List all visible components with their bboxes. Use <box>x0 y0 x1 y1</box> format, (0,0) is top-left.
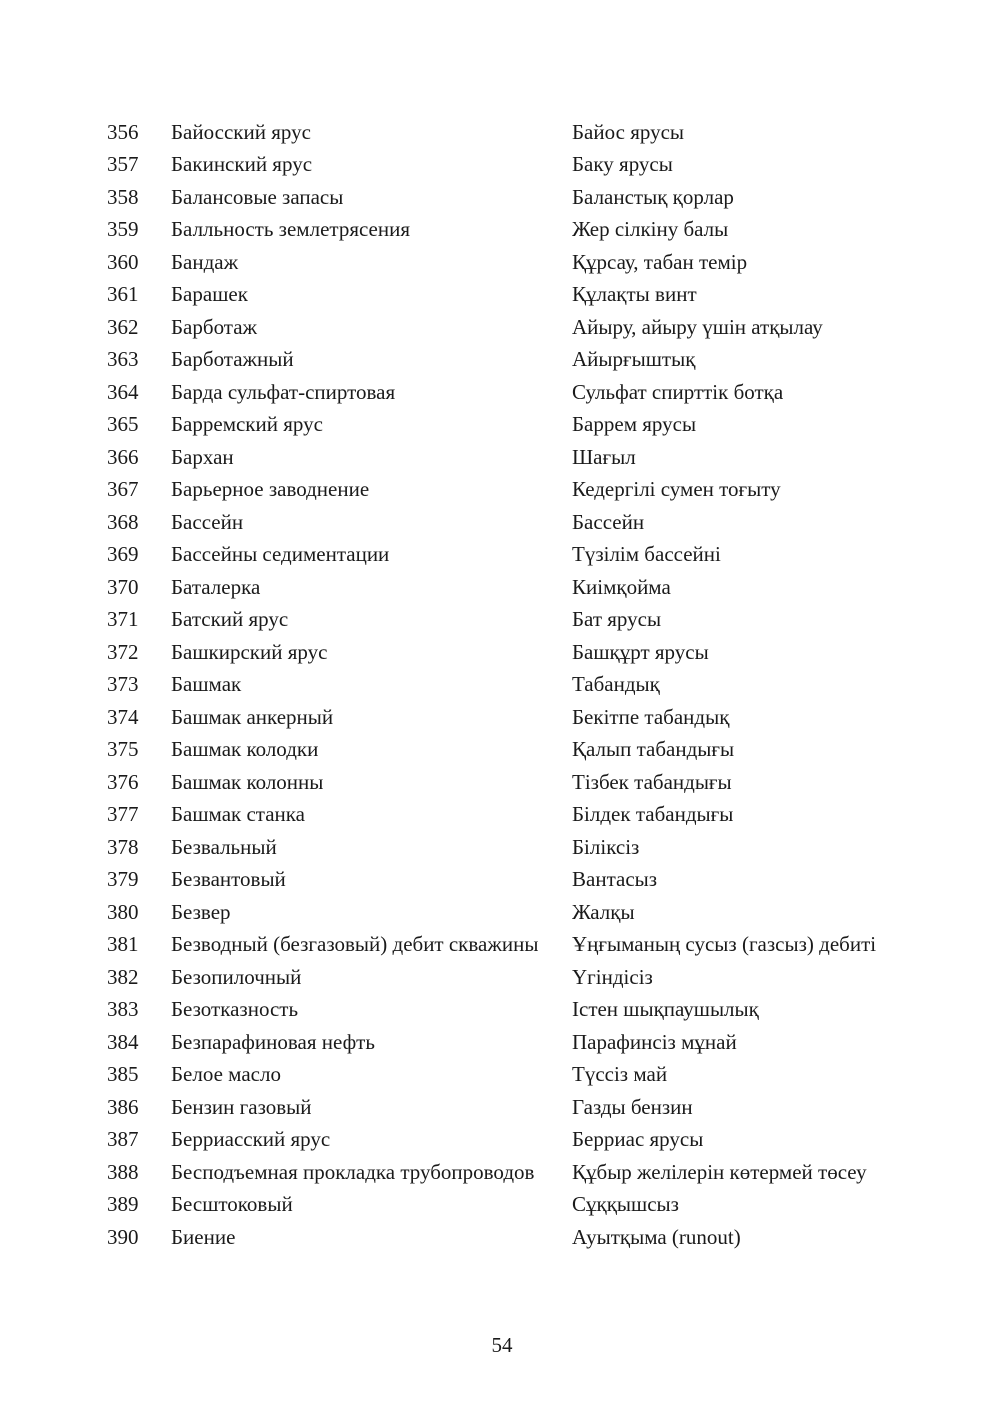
glossary-entry <box>107 831 927 864</box>
russian-term: Балльность землетрясения <box>171 217 411 242</box>
entry-number: 362 <box>107 314 139 339</box>
glossary-entry <box>107 1156 927 1189</box>
russian-term: Башмак <box>171 672 242 697</box>
entry-number: 356 <box>107 119 139 144</box>
kazakh-term: Жер сілкіну балы <box>572 217 729 242</box>
kazakh-term: Ауытқыма (runout) <box>572 1224 741 1249</box>
glossary-entry <box>107 474 927 507</box>
glossary-entry <box>107 896 927 929</box>
kazakh-term: Сұққышсыз <box>572 1192 679 1217</box>
entry-number: 366 <box>107 444 139 469</box>
entry-number: 380 <box>107 899 139 924</box>
russian-term: Белое масло <box>171 1062 281 1087</box>
glossary-entry <box>107 1026 927 1059</box>
kazakh-term: Айыру, айыру үшін атқылау <box>572 314 823 339</box>
glossary-entry <box>107 864 927 897</box>
entry-number: 389 <box>107 1192 139 1217</box>
kazakh-term: Түссіз май <box>572 1062 668 1087</box>
kazakh-term: Бассейн <box>572 509 645 534</box>
russian-term: Баталерка <box>171 574 261 599</box>
glossary-entry <box>107 149 927 182</box>
glossary-entry <box>107 604 927 637</box>
glossary-entry <box>107 734 927 767</box>
kazakh-term: Баланстық қорлар <box>572 184 734 209</box>
entry-number: 364 <box>107 379 139 404</box>
glossary-entry <box>107 669 927 702</box>
kazakh-term: Түзілім бассейні <box>572 542 721 567</box>
entry-number: 378 <box>107 834 139 859</box>
russian-term: Барда сульфат-спиртовая <box>171 379 396 404</box>
entry-number: 368 <box>107 509 139 534</box>
russian-term: Балансовые запасы <box>171 184 344 209</box>
russian-term: Башмак колодки <box>171 737 319 762</box>
kazakh-term: Жалқы <box>572 899 635 924</box>
russian-term: Барботажный <box>171 347 294 372</box>
glossary-entry <box>107 441 927 474</box>
kazakh-term: Табандық <box>572 672 660 697</box>
kazakh-term: Білдек табандығы <box>572 802 734 827</box>
glossary-entry <box>107 116 927 149</box>
entry-number: 388 <box>107 1159 139 1184</box>
glossary-entry <box>107 1221 927 1254</box>
entry-number: 367 <box>107 477 139 502</box>
kazakh-term: Тізбек табандығы <box>572 769 732 794</box>
glossary-entry <box>107 961 927 994</box>
glossary-entry <box>107 279 927 312</box>
russian-term: Барьерное заводнение <box>171 477 370 502</box>
russian-term: Безвальный <box>171 834 277 859</box>
russian-term: Барашек <box>171 282 248 307</box>
entry-number: 376 <box>107 769 139 794</box>
glossary-entry <box>107 539 927 572</box>
glossary-entry <box>107 799 927 832</box>
kazakh-term: Кедергілі сумен тоғыту <box>572 477 781 502</box>
entry-number: 359 <box>107 217 139 242</box>
kazakh-term: Шағыл <box>572 444 636 469</box>
kazakh-term: Байос ярусы <box>572 119 685 144</box>
glossary-entry <box>107 376 927 409</box>
entry-number: 373 <box>107 672 139 697</box>
glossary-entry <box>107 1091 927 1124</box>
entry-number: 374 <box>107 704 139 729</box>
glossary-entry <box>107 344 927 377</box>
kazakh-term: Вантасыз <box>572 867 658 892</box>
kazakh-term: Біліксіз <box>572 834 640 859</box>
entry-number: 357 <box>107 152 139 177</box>
russian-term: Бархан <box>171 444 234 469</box>
kazakh-term: Үгіндісіз <box>572 964 653 989</box>
kazakh-term: Құлақты винт <box>572 282 697 307</box>
glossary-entry <box>107 929 927 962</box>
kazakh-term: Бекітпе табандық <box>572 704 730 729</box>
entry-number: 387 <box>107 1127 139 1152</box>
russian-term: Бассейны седиментации <box>171 542 390 567</box>
kazakh-term: Баррем ярусы <box>572 412 697 437</box>
russian-term: Башмак колонны <box>171 769 324 794</box>
russian-term: Берриасский ярус <box>171 1127 331 1152</box>
kazakh-term: Құрсау, табан темір <box>572 249 748 274</box>
kazakh-term: Ұңғыманың сусыз (газсыз) дебиті <box>572 932 877 957</box>
russian-term: Безопилочный <box>171 964 302 989</box>
entry-number: 390 <box>107 1224 139 1249</box>
glossary-entry <box>107 246 927 279</box>
entry-number: 360 <box>107 249 139 274</box>
entry-number: 369 <box>107 542 139 567</box>
kazakh-term: Сульфат спирттік ботқа <box>572 379 784 404</box>
glossary-entry <box>107 1189 927 1222</box>
entry-number: 371 <box>107 607 139 632</box>
russian-term: Бензин газовый <box>171 1094 312 1119</box>
kazakh-term: Баку ярусы <box>572 152 673 177</box>
kazakh-term: Айырғыштық <box>572 347 696 372</box>
entry-number: 381 <box>107 932 139 957</box>
entry-number: 379 <box>107 867 139 892</box>
russian-term: Бесштоковый <box>171 1192 293 1217</box>
russian-term: Башкирский ярус <box>171 639 328 664</box>
entry-number: 370 <box>107 574 139 599</box>
entry-number: 365 <box>107 412 139 437</box>
kazakh-term: Қалып табандығы <box>572 737 735 762</box>
russian-term: Безотказность <box>171 997 299 1022</box>
russian-term: Барботаж <box>171 314 258 339</box>
glossary-entry <box>107 311 927 344</box>
glossary-entry <box>107 1124 927 1157</box>
entry-number: 372 <box>107 639 139 664</box>
kazakh-term: Парафинсіз мұнай <box>572 1029 737 1054</box>
russian-term: Башмак станка <box>171 802 305 827</box>
glossary-entry <box>107 701 927 734</box>
russian-term: Биение <box>171 1224 236 1249</box>
glossary-entry <box>107 506 927 539</box>
glossary-entry <box>107 409 927 442</box>
page-number: 54 <box>491 1333 513 1357</box>
glossary-entry <box>107 181 927 214</box>
glossary-entry <box>107 571 927 604</box>
glossary-entry <box>107 766 927 799</box>
entry-number: 382 <box>107 964 139 989</box>
russian-term: Безвантовый <box>171 867 286 892</box>
russian-term: Безводный (безгазовый) дебит скважины <box>171 932 539 957</box>
russian-term: Башмак анкерный <box>171 704 334 729</box>
russian-term: Безвер <box>171 899 231 924</box>
kazakh-term: Берриас ярусы <box>572 1127 704 1152</box>
glossary-entry <box>107 636 927 669</box>
russian-term: Бакинский ярус <box>171 152 313 177</box>
entry-number: 386 <box>107 1094 139 1119</box>
russian-term: Бандаж <box>171 249 239 274</box>
entry-number: 375 <box>107 737 139 762</box>
russian-term: Барремский ярус <box>171 412 323 437</box>
russian-term: Безпарафиновая нефть <box>171 1029 375 1054</box>
entry-number: 377 <box>107 802 139 827</box>
russian-term: Батский ярус <box>171 607 289 632</box>
kazakh-term: Құбыр желілерін көтермей төсеу <box>572 1159 867 1184</box>
glossary-table <box>107 116 927 1254</box>
kazakh-term: Газды бензин <box>572 1094 693 1119</box>
entry-number: 384 <box>107 1029 139 1054</box>
russian-term: Бесподъемная прокладка трубопроводов <box>171 1159 535 1184</box>
kazakh-term: Киімқойма <box>572 574 671 599</box>
glossary-entry <box>107 214 927 247</box>
kazakh-term: Башқұрт ярусы <box>572 639 709 664</box>
glossary-entry <box>107 994 927 1027</box>
russian-term: Бассейн <box>171 509 244 534</box>
entry-number: 358 <box>107 184 139 209</box>
glossary-entry <box>107 1059 927 1092</box>
entry-number: 385 <box>107 1062 139 1087</box>
russian-term: Байосский ярус <box>171 119 311 144</box>
kazakh-term: Істен шықпаушылық <box>572 997 759 1022</box>
entry-number: 383 <box>107 997 139 1022</box>
kazakh-term: Бат ярусы <box>572 607 662 632</box>
entry-number: 363 <box>107 347 139 372</box>
entry-number: 361 <box>107 282 139 307</box>
